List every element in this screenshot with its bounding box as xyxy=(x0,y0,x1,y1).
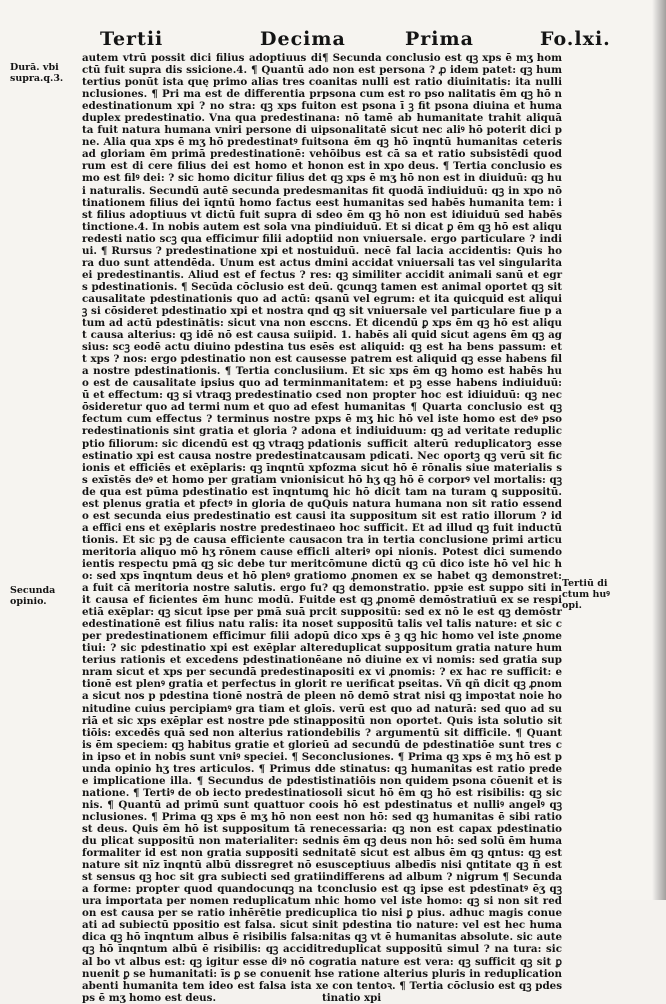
running-head-question: Prima xyxy=(405,28,474,50)
right-text-column xyxy=(322,52,563,1004)
left-column-text: autem vtrū possit dici filius adoptiuus dictū fuit supra dis ssicione.4. ¶ Quantū ad tertius ponūt ista quę primo alias tres conclusiones. ¶ Pri ma est de differentia predestinationum xpi ? no stra: qꝫ xps fuit duplex predestinatio. Vna qua predestinata fuit natura humana vniri persone di uine. Alia qua xps ē mʒ hō predestinatꝰ fuit ad gloriam ēm primā predestinationē: verum est di cere filius dei est homo et homo est filꝰ dei: ? sic homo dicitur filius dei naturalis. Secundū autē secunda predestinationem filius dei īqntū homo factus est filius adoptiuus vt dictū fuit supra di stinctione.4. In nobis autem est sola vna predesti natio scꝫ qua efficimur filii adoptiui. ¶ Rursus ? predestinatione xpi et nostra duo sunt attendēda. Unum est actus dei predestinantis. Aliud est ef fectus ? res pdestinationis. ¶ Secūda cōclusio est de causalitate pdestinationis quo ad actū: qꝫ si cōsideret pdestinatio xpi et nostra qntum ad actū pdestinātis: sicut vna non est causa alterius: qꝫ idē nō est causa suiipsius: scꝫ eodē actu diuino pdestina tus est xps ? nos: ergo pdestinatio non est causa nostre pdestinationis. ¶ Tertia conclusio est de causalitate ipsius quo ad terminū et effectum: qꝫ si vtraqꝫ predestinatio cōsideretur quo ad termi num et quo ad effectum cum effectus ? terminus nostre predestinationis sint gratia et gloria ? ado ptio filiorum: sic dicendū est qꝫ vtraqꝫ pdestinatio xpi est causa nostre predestinationis et efficiēs et exēplaris: qꝫ īnqntū xps exīstēs deꝰ et homo per gratiam vnionis de qua est pūma pdestinatio est īnqntum est plenus gratia et pfectꝰ in gloria de quo est secunda eius predestinatio est causa effici ens et exēplaris nostre predestinationis. Et sic pꝫ de causa efficiente causa meritoria aliquo mō hʒ rōnem cause efficientis respectu pmā qꝫ sic debe tur merito: sed xps īnqntum deus et hō plenꝰ gratia fuit cā meritoria nostre salutis. ergo fuit causa ef ficientes ēm hunc modū. Fuit etiā exēplar: qꝫ sicut ipse per pmā suā predestinationē est filius natu ralis: ita nos per predestinationem efficimur filii adoptiui: ? sic pdestinatio xpi est exēplar alte terius rationis et excedens pdestinationē nram sicut et xps per secundā predestinationē est plenꝰ gratia et perfectus in gloria sicut nos p pdestina tionē nostrā de plenitudine cuius percipiamꝰ gra tiam et gloriā et sic xps exēplar est nostre pde stinatiōis: excedēs quā sed non alterius rationis ēm speciem: qꝫ habitus gratie et glorie in ipso et in nobis sunt vniꝰ speciei. ¶ Secunda opinio hʒ tres articulos. ¶ Primus de implicatione illa. ¶ Secundus de pdestinatione. ¶ Tertiꝰ de ob iecto predestinationis. ¶ Quantū ad primū sunt quattuor conclusiones. ¶ Prima qꝫ xps ē mʒ hō non est deus. Quis ēm hō ist suppositum tā redu plicat suppositū non materialiter: sed formaliter id est non gratia suppositi sed nature sit nīz īnqntū albū dissregret nō est sensus qꝫ hoc sit gra subiecti sed gratia forme: propter quod quandocunqꝫ na tura importata per nomen reduplicatum non est causa per se ratio inhērētie predicati ad subiectū ppositio est falsa. sicut si dica qꝫ hō īnqntum albus ē risibilis falsa: qꝫ hō īnqntum albū ē risibilis: qꝫ accidit al bo vt albus est: qꝫ igitur esse diꝰ nō conuenit ꝑ se humanitati: īs ꝑ se conuenit habenti humanita tem ideo est falsa ista xps ē mʒ homo est deus. xyxy=(82,52,322,1004)
margin-note-secunda-opinio: Secunda opinio. xyxy=(10,585,56,607)
left-text-column xyxy=(82,52,322,1004)
margin-note-tertium-dictum: Tertiū di ctum huꝰ opi. xyxy=(562,578,610,611)
folio-number: Fo.lxi. xyxy=(540,28,611,50)
right-column-text: ¶ Secunda conclusio est qꝫ xps ē mʒ homo non est persona ? ꝓ idem patet: qꝫ humanitas nulli est ratio diuinitatis: ita nulli psona cum est ro pso nalitatis ēm qꝫ hō non est psona ī ꝫ fit psona diuina et humana: nō tamē ab humanitate trahit aliquā psonalitatē sicut nec aliꝰ hō poterit dici psona ēm qꝫ hō īnqntū humanitas ceteris hōibus est cā sa et ratio subsistēdi quod non est in xpo deus. ¶ Tertia conclusio est qꝫ xps ē mʒ hō non est in diuiduū: qꝫ humanitas fit quodā īndiuiduū: qꝫ in xpo nō est humanitas sed habēs humanita tem: ideo ēm qꝫ hō non est idiuiduū sed habēs indiuiduū. Et si dicat ꝑ ēm qꝫ hō est aliquid non vniuersale. ergo particulare ? indiuiduū. necē fal lacia accidentis: Quis homini accidat vniuersali tas vel singularitas: qꝫ similiter accidit animali sanū et egrū. ꝗcunqꝫ tamen est animal oportet qꝫ sit sanū vel egrum: et ita quicquid est aliquid qꝫ sit vniuersale vel particulare fiue p accns. Et dicendū ꝑ xps ēm qꝫ hō est aliquid. 1. habēs ali quid sicut agens ēm qꝫ agēs est aliquid: qꝫ est ha bens passum: et esse patrem est aliquid qꝫ esse habens filium. Et sic xps ēm qꝫ homo est habēs humanitatem: et pꝫ esse habens indiuiduū: sed non propter hoc est idiuiduū: qꝫ nec est humanitas ¶ Quarta conclusio est qꝫ xps ē mʒ hic hō vel iste homo est deꝰ psona et indiuiduum: qꝫ ad veritate reduplicationis sufficit alterū reduplicatorꝫ esse causam pdicati. Nec oportꝫ qꝫ verū sit fic fozma sicut hō ē rōnalis siue materialis sicut hō hʒ qꝫ hō ē corporꝰ vel mortalis: qꝫ ꝗ hic hō dicit tam na turam ꝗ suppositū. Quis natura humana non sit ratio essendi ita suppositum sit est ratio illorum ? ideo hoc sufficit. Et ad illud qꝫ fuit inductū con tra in tertia conclusione primi articuli alteriꝰ opi nionis. Potest dici sumendo cōmune dictū qꝫ cū dico iste hō vel hic homo ꝓnomen ex se habet qꝫ demonstret: ? qꝫ demonstratio. ppꝛie est suppo siti inde est qꝫ ꝓnomē demōstratiuū ex se respicit suppositū: sed ex nō le est qꝫ demōstret suppositū talis vel talis nature: et sic cū dico xps ē ꝫ qꝫ hic homo vel iste ꝓnome reduplicat suppositum gratia nature humane nō diuine ex vi nomis: sed gratia suppositi ex vi ꝓnomis: ? ex hac re sufficit: et re uerificat pseitas. Vñ qñ dicit qꝫ ꝓnomen nō demō strat nisi qꝫ impoꝛtat noie hoīs. verū est quo ad naturā: sed quo ad suppositū non oportet. Quis ista solutio sit debilis ? argumentū sit difficile. ¶ Quantū ad secundū de pdestinatiōe sunt tres conclusiones. ¶ Prima qꝫ xps ē mʒ hō est pde stinatus: qꝫ humanitas est ratio predestinatiōis non quidem psona cōuenit et is soli sicut hō ēm qꝫ hō est risibilis: qꝫ sic ois hō est pdestinatus et nulliꝰ angelꝰ qꝫ est non hō: sed qꝫ humanitas ē sibi ratio necessaria: qꝫ non est capax pdestinatio nis ēm qꝫ deus non hō: sed solū ēm humanitatē sicut est albus ēm qꝫ qntus: qꝫ est susceptiuus albedīs nisi ꝗntitate qꝫ n̄ est indifferens ad album ? nigrum ¶ Secunda conclusio est qꝫ ipse est pdestīnatꝰ ēʒ qꝫ hic homo vel iste homo: qꝫ si non sit reduplica tio nisi ꝑ pius. adhuc magis conuenit pdestina tio nature: vel est hec humanitas qꝫ vt ē humanitas absolute. sic aute reduplicat suppositū simul ? na tura: sic gratia nature est vera: qꝫ sufficit qꝫ sit ꝑ se ratione alterius pluris in reduplicatione con tentoꝛ. ¶ Tertia cōclusio est qꝫ pdestinatio xpi xyxy=(322,52,563,1004)
binding-shadow xyxy=(652,0,666,900)
running-head xyxy=(100,28,660,54)
running-head-book: Tertii xyxy=(100,28,164,50)
running-head-distinction: Decima xyxy=(260,28,346,50)
margin-note-durandus: Durā. vbi supra.q.3. xyxy=(10,62,64,84)
